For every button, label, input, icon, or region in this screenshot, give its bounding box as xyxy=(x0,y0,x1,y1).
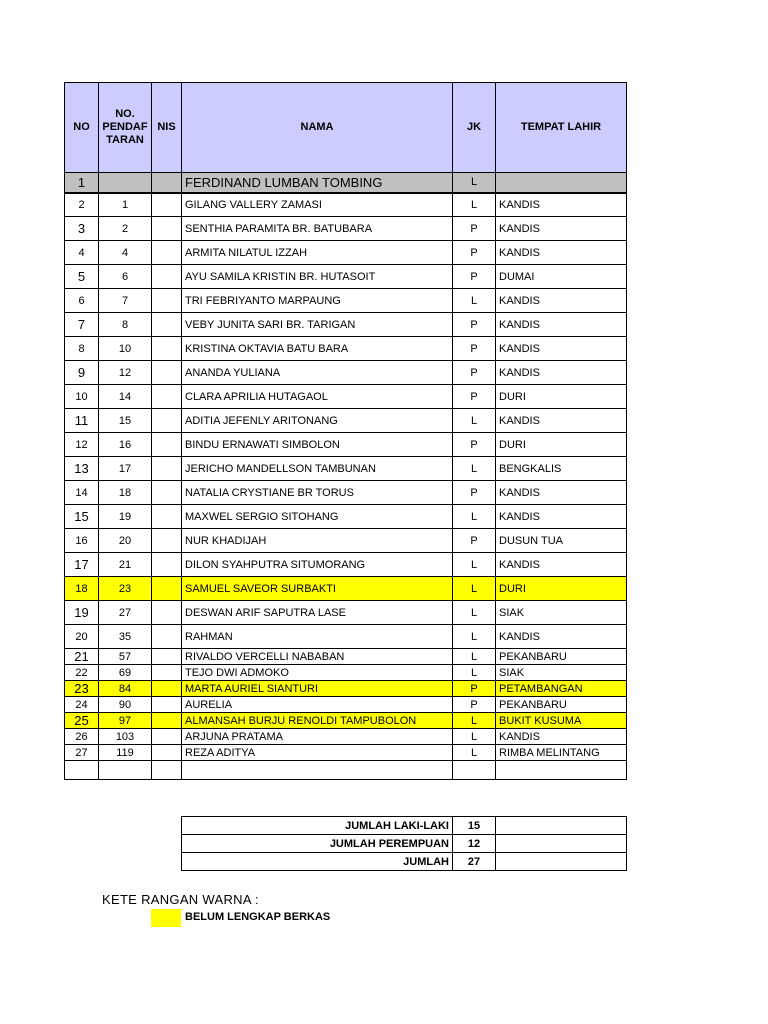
cell-birthplace[interactable] xyxy=(496,173,627,193)
table-row-first[interactable] xyxy=(65,173,627,193)
cell-nis[interactable] xyxy=(152,265,182,289)
cell-birthplace[interactable]: KANDIS xyxy=(496,337,627,361)
cell-birthplace[interactable]: KANDIS xyxy=(496,241,627,265)
header-name[interactable]: NAMA xyxy=(182,83,453,173)
table-row[interactable] xyxy=(65,729,627,745)
cell-gender[interactable]: P xyxy=(453,529,496,553)
cell-registration-no[interactable]: 97 xyxy=(99,713,152,729)
table-row[interactable] xyxy=(65,601,627,625)
summary-label: JUMLAH PEREMPUAN xyxy=(182,835,453,853)
cell-name[interactable]: GILANG VALLERY ZAMASI xyxy=(182,193,453,217)
cell-registration-no[interactable]: 14 xyxy=(99,385,152,409)
cell-gender[interactable]: L xyxy=(453,745,496,761)
cell-no[interactable] xyxy=(65,761,99,780)
table-row[interactable] xyxy=(65,409,627,433)
table-row[interactable] xyxy=(65,193,627,217)
cell-gender[interactable]: L xyxy=(453,625,496,649)
cell-name[interactable]: ARMITA NILATUL IZZAH xyxy=(182,241,453,265)
cell-birthplace[interactable]: BENGKALIS xyxy=(496,457,627,481)
table-row[interactable] xyxy=(65,385,627,409)
cell-name[interactable]: ARJUNA PRATAMA xyxy=(182,729,453,745)
cell-nis[interactable] xyxy=(152,577,182,601)
cell-name[interactable]: JERICHO MANDELLSON TAMBUNAN xyxy=(182,457,453,481)
cell-nis[interactable] xyxy=(152,529,182,553)
summary-label: JUMLAH LAKI-LAKI xyxy=(182,817,453,835)
cell-gender[interactable]: P xyxy=(453,681,496,697)
student-table-container xyxy=(64,82,627,780)
summary-row xyxy=(182,853,627,871)
cell-nis[interactable] xyxy=(152,193,182,217)
cell-gender[interactable]: P xyxy=(453,433,496,457)
cell-registration-no[interactable]: 8 xyxy=(99,313,152,337)
cell-birthplace[interactable]: PEKANBARU xyxy=(496,649,627,665)
cell-name[interactable]: REZA ADITYA xyxy=(182,745,453,761)
cell-name[interactable]: CLARA APRILIA HUTAGAOL xyxy=(182,385,453,409)
cell-registration-no[interactable]: 90 xyxy=(99,697,152,713)
table-row[interactable] xyxy=(65,265,627,289)
summary-row xyxy=(182,817,627,835)
cell-nis[interactable] xyxy=(152,713,182,729)
cell-no[interactable]: 20 xyxy=(65,625,99,649)
cell-nis[interactable] xyxy=(152,761,182,780)
cell-nis[interactable] xyxy=(152,313,182,337)
cell-name[interactable]: ADITIA JEFENLY ARITONANG xyxy=(182,409,453,433)
cell-no[interactable]: 7 xyxy=(65,313,99,337)
cell-no[interactable]: 11 xyxy=(65,409,99,433)
cell-gender[interactable]: P xyxy=(453,481,496,505)
cell-nis[interactable] xyxy=(152,649,182,665)
cell-gender[interactable]: P xyxy=(453,313,496,337)
student-table xyxy=(64,82,627,780)
cell-name[interactable]: BINDU ERNAWATI SIMBOLON xyxy=(182,433,453,457)
cell-nis[interactable] xyxy=(152,457,182,481)
cell-gender[interactable]: L xyxy=(453,553,496,577)
cell-nis[interactable] xyxy=(152,481,182,505)
cell-registration-no[interactable]: 69 xyxy=(99,665,152,681)
summary-label: JUMLAH xyxy=(182,853,453,871)
cell-gender[interactable]: P xyxy=(453,697,496,713)
cell-birthplace[interactable]: DURI xyxy=(496,433,627,457)
cell-name[interactable]: DILON SYAHPUTRA SITUMORANG xyxy=(182,553,453,577)
cell-name[interactable]: ANANDA YULIANA xyxy=(182,361,453,385)
header-row xyxy=(65,83,627,173)
cell-gender[interactable]: P xyxy=(453,385,496,409)
summary-empty-cell[interactable] xyxy=(496,853,627,871)
cell-no[interactable]: 18 xyxy=(65,577,99,601)
cell-registration-no[interactable]: 1 xyxy=(99,193,152,217)
cell-nis[interactable] xyxy=(152,665,182,681)
table-row[interactable] xyxy=(65,505,627,529)
table-row[interactable] xyxy=(65,529,627,553)
cell-no[interactable]: 5 xyxy=(65,265,99,289)
cell-nis[interactable] xyxy=(152,697,182,713)
cell-no[interactable]: 17 xyxy=(65,553,99,577)
cell-birthplace[interactable]: KANDIS xyxy=(496,481,627,505)
cell-registration-no[interactable]: 57 xyxy=(99,649,152,665)
cell-name[interactable]: DESWAN ARIF SAPUTRA LASE xyxy=(182,601,453,625)
table-row[interactable] xyxy=(65,745,627,761)
cell-birthplace[interactable]: DURI xyxy=(496,385,627,409)
cell-no[interactable]: 14 xyxy=(65,481,99,505)
cell-name[interactable]: ALMANSAH BURJU RENOLDI TAMPUBOLON xyxy=(182,713,453,729)
cell-gender[interactable]: L xyxy=(453,193,496,217)
cell-no[interactable]: 3 xyxy=(65,217,99,241)
cell-gender[interactable]: L xyxy=(453,713,496,729)
table-row[interactable] xyxy=(65,681,627,697)
cell-nis[interactable] xyxy=(152,553,182,577)
cell-registration-no[interactable]: 119 xyxy=(99,745,152,761)
cell-registration-no[interactable]: 20 xyxy=(99,529,152,553)
cell-name[interactable]: MAXWEL SERGIO SITOHANG xyxy=(182,505,453,529)
cell-registration-no[interactable]: 4 xyxy=(99,241,152,265)
table-row[interactable] xyxy=(65,761,627,780)
cell-nis[interactable] xyxy=(152,505,182,529)
cell-registration-no[interactable] xyxy=(99,173,152,193)
cell-name[interactable]: MARTA AURIEL SIANTURI xyxy=(182,681,453,697)
cell-gender[interactable]: L xyxy=(453,409,496,433)
table-row[interactable] xyxy=(65,361,627,385)
cell-no[interactable]: 19 xyxy=(65,601,99,625)
cell-birthplace[interactable]: DUMAI xyxy=(496,265,627,289)
cell-no[interactable]: 6 xyxy=(65,289,99,313)
cell-registration-no[interactable]: 23 xyxy=(99,577,152,601)
cell-no[interactable]: 24 xyxy=(65,697,99,713)
table-row[interactable] xyxy=(65,433,627,457)
cell-nis[interactable] xyxy=(152,217,182,241)
cell-no[interactable]: 26 xyxy=(65,729,99,745)
cell-registration-no[interactable]: 103 xyxy=(99,729,152,745)
cell-name[interactable]: NUR KHADIJAH xyxy=(182,529,453,553)
legend-label: BELUM LENGKAP BERKAS xyxy=(185,911,331,923)
cell-name[interactable]: KRISTINA OKTAVIA BATU BARA xyxy=(182,337,453,361)
cell-no[interactable]: 9 xyxy=(65,361,99,385)
summary-empty-cell[interactable] xyxy=(496,817,627,835)
header-nis[interactable]: NIS xyxy=(152,83,182,173)
cell-name[interactable]: AURELIA xyxy=(182,697,453,713)
cell-gender[interactable]: L xyxy=(453,665,496,681)
cell-name[interactable]: SAMUEL SAVEOR SURBAKTI xyxy=(182,577,453,601)
cell-no[interactable]: 15 xyxy=(65,505,99,529)
cell-registration-no[interactable]: 12 xyxy=(99,361,152,385)
cell-no[interactable]: 10 xyxy=(65,385,99,409)
cell-gender[interactable]: P xyxy=(453,265,496,289)
cell-no[interactable]: 22 xyxy=(65,665,99,681)
cell-no[interactable]: 4 xyxy=(65,241,99,265)
cell-registration-no[interactable]: 21 xyxy=(99,553,152,577)
summary-value[interactable]: 15 xyxy=(453,817,496,835)
table-row[interactable] xyxy=(65,697,627,713)
cell-nis[interactable] xyxy=(152,337,182,361)
table-row[interactable] xyxy=(65,217,627,241)
cell-gender[interactable]: P xyxy=(453,337,496,361)
cell-nis[interactable] xyxy=(152,289,182,313)
cell-gender[interactable]: L xyxy=(453,649,496,665)
summary-row xyxy=(182,835,627,853)
cell-birthplace[interactable]: KANDIS xyxy=(496,505,627,529)
cell-birthplace[interactable]: KANDIS xyxy=(496,289,627,313)
cell-no[interactable]: 2 xyxy=(65,193,99,217)
cell-name[interactable]: TRI FEBRIYANTO MARPAUNG xyxy=(182,289,453,313)
cell-nis[interactable] xyxy=(152,433,182,457)
cell-nis[interactable] xyxy=(152,745,182,761)
header-birthplace[interactable]: TEMPAT LAHIR xyxy=(496,83,627,173)
table-row[interactable] xyxy=(65,625,627,649)
cell-name[interactable]: SENTHIA PARAMITA BR. BATUBARA xyxy=(182,217,453,241)
cell-registration-no[interactable]: 19 xyxy=(99,505,152,529)
cell-registration-no[interactable]: 2 xyxy=(99,217,152,241)
table-row[interactable] xyxy=(65,577,627,601)
cell-nis[interactable] xyxy=(152,385,182,409)
cell-gender[interactable]: L xyxy=(453,577,496,601)
table-row[interactable] xyxy=(65,313,627,337)
cell-no[interactable]: 1 xyxy=(65,173,99,193)
cell-gender[interactable]: P xyxy=(453,361,496,385)
table-row[interactable] xyxy=(65,481,627,505)
cell-no[interactable]: 25 xyxy=(65,713,99,729)
summary-table xyxy=(181,816,627,871)
cell-nis[interactable] xyxy=(152,241,182,265)
table-row[interactable] xyxy=(65,289,627,313)
cell-birthplace[interactable]: KANDIS xyxy=(496,193,627,217)
table-row[interactable] xyxy=(65,649,627,665)
summary-empty-cell[interactable] xyxy=(496,835,627,853)
cell-birthplace[interactable]: KANDIS xyxy=(496,217,627,241)
cell-no[interactable]: 23 xyxy=(65,681,99,697)
cell-registration-no[interactable]: 7 xyxy=(99,289,152,313)
cell-gender[interactable]: P xyxy=(453,217,496,241)
cell-nis[interactable] xyxy=(152,625,182,649)
table-row[interactable] xyxy=(65,457,627,481)
cell-birthplace[interactable]: DURI xyxy=(496,577,627,601)
cell-birthplace[interactable]: KANDIS xyxy=(496,729,627,745)
summary-table-container xyxy=(181,816,627,871)
cell-no[interactable]: 13 xyxy=(65,457,99,481)
table-row[interactable] xyxy=(65,713,627,729)
cell-birthplace[interactable]: BUKIT KUSUMA xyxy=(496,713,627,729)
cell-registration-no[interactable]: 10 xyxy=(99,337,152,361)
table-row[interactable] xyxy=(65,553,627,577)
cell-birthplace[interactable] xyxy=(496,761,627,780)
header-gender[interactable]: JK xyxy=(453,83,496,173)
cell-gender[interactable]: L xyxy=(453,457,496,481)
legend-yellow-swatch xyxy=(151,909,181,927)
cell-nis[interactable] xyxy=(152,173,182,193)
legend-title: KETE RANGAN WARNA : xyxy=(102,892,259,907)
cell-birthplace[interactable]: KANDIS xyxy=(496,409,627,433)
table-row[interactable] xyxy=(65,665,627,681)
cell-no[interactable]: 27 xyxy=(65,745,99,761)
cell-gender[interactable]: L xyxy=(453,729,496,745)
table-row[interactable] xyxy=(65,337,627,361)
cell-name[interactable]: NATALIA CRYSTIANE BR TORUS xyxy=(182,481,453,505)
cell-registration-no[interactable]: 15 xyxy=(99,409,152,433)
cell-birthplace[interactable]: SIAK xyxy=(496,601,627,625)
cell-birthplace[interactable]: KANDIS xyxy=(496,625,627,649)
summary-value[interactable]: 12 xyxy=(453,835,496,853)
cell-birthplace[interactable]: RIMBA MELINTANG xyxy=(496,745,627,761)
cell-no[interactable]: 8 xyxy=(65,337,99,361)
cell-name[interactable]: TEJO DWI ADMOKO xyxy=(182,665,453,681)
cell-registration-no[interactable]: 84 xyxy=(99,681,152,697)
cell-gender[interactable]: L xyxy=(453,505,496,529)
cell-name[interactable]: RIVALDO VERCELLI NABABAN xyxy=(182,649,453,665)
cell-registration-no[interactable]: 6 xyxy=(99,265,152,289)
cell-nis[interactable] xyxy=(152,681,182,697)
cell-gender[interactable]: P xyxy=(453,241,496,265)
cell-birthplace[interactable]: PETAMBANGAN xyxy=(496,681,627,697)
cell-gender[interactable]: L xyxy=(453,601,496,625)
cell-name[interactable]: AYU SAMILA KRISTIN BR. HUTASOIT xyxy=(182,265,453,289)
table-row[interactable] xyxy=(65,241,627,265)
cell-no[interactable]: 21 xyxy=(65,649,99,665)
cell-birthplace[interactable]: SIAK xyxy=(496,665,627,681)
cell-registration-no[interactable]: 27 xyxy=(99,601,152,625)
cell-registration-no[interactable] xyxy=(99,761,152,780)
cell-name[interactable]: VEBY JUNITA SARI BR. TARIGAN xyxy=(182,313,453,337)
cell-name[interactable]: RAHMAN xyxy=(182,625,453,649)
cell-name[interactable]: FERDINAND LUMBAN TOMBING xyxy=(182,173,453,193)
cell-registration-no[interactable]: 16 xyxy=(99,433,152,457)
cell-nis[interactable] xyxy=(152,409,182,433)
cell-no[interactable]: 16 xyxy=(65,529,99,553)
cell-registration-no[interactable]: 35 xyxy=(99,625,152,649)
cell-nis[interactable] xyxy=(152,729,182,745)
cell-no[interactable]: 12 xyxy=(65,433,99,457)
cell-nis[interactable] xyxy=(152,361,182,385)
summary-value[interactable]: 27 xyxy=(453,853,496,871)
header-no[interactable]: NO xyxy=(65,83,99,173)
cell-gender[interactable]: L xyxy=(453,289,496,313)
header-registration-no[interactable]: NO. PENDAF TARAN xyxy=(99,83,152,173)
student-table-body xyxy=(65,173,627,780)
cell-birthplace[interactable]: KANDIS xyxy=(496,313,627,337)
cell-birthplace[interactable]: DUSUN TUA xyxy=(496,529,627,553)
cell-birthplace[interactable]: KANDIS xyxy=(496,361,627,385)
cell-birthplace[interactable]: KANDIS xyxy=(496,553,627,577)
cell-birthplace[interactable]: PEKANBARU xyxy=(496,697,627,713)
cell-gender[interactable]: L xyxy=(453,173,496,193)
cell-name[interactable] xyxy=(182,761,453,780)
cell-gender[interactable] xyxy=(453,761,496,780)
cell-nis[interactable] xyxy=(152,601,182,625)
cell-registration-no[interactable]: 17 xyxy=(99,457,152,481)
cell-registration-no[interactable]: 18 xyxy=(99,481,152,505)
